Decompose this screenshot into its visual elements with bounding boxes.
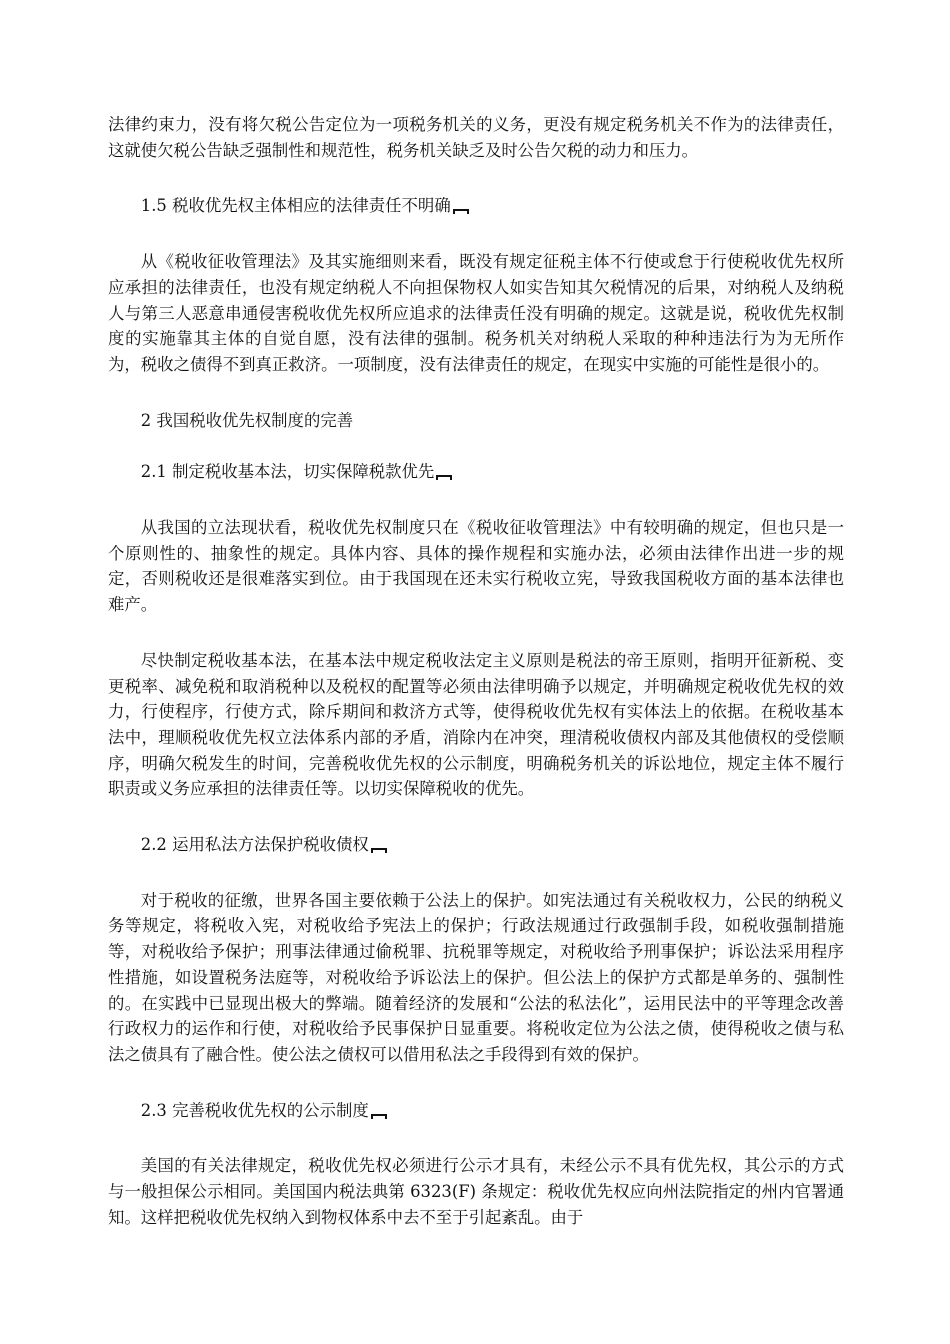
bracket-mark-icon — [371, 1114, 387, 1119]
paragraph-private-law-protection: 对于税收的征缴，世界各国主要依赖于公法上的保护。如宪法通过有关税收权力，公民的纳税义务等规定，将税收入宪，对税收给予宪法上的保护；行政法规通过行政强制手段，如税收强制措施等，对税收给予保护；刑事法律通过偷税罪、抗税罪等规定，对税收给予刑事保护；诉讼法采用程序性措施，如设置税务法庭等，对税收给予诉讼法上的保护。但公法上的保护方式都是单务的、强制性的。在实践中已显现出极大的弊端。随着经济的发展和“公法的私法化”，运用民法中的平等理念改善行政权力的运作和行使，对税收给予民事保护日显重要。将税收定位为公法之债，使得税收之债与私法之债具有了融合性。使公法之债权可以借用私法之手段得到有效的保护。 — [108, 890, 844, 1064]
heading-text: 2.1 制定税收基本法，切实保障税款优先 — [140, 462, 435, 482]
paragraph-public-notice: 美国的有关法律规定，税收优先权必须进行公示才具有，未经公示不具有优先权，其公示的方式与一般担保公示相同。美国国内税法典第 6323(F) 条规定：税收优先权应向州法院指定的州内官署通知。这样把税收优先权纳入到物权体系中去不至于引起紊乱。由于 — [108, 1156, 844, 1227]
document-page — [108, 112, 844, 1231]
paragraph-continuation: 法律约束力，没有将欠税公告定位为一项税务机关的义务，更没有规定税务机关不作为的法律责任，这就使欠税公告缺乏强制性和规范性，税务机关缺乏及时公告欠税的动力和压力。 — [108, 115, 844, 160]
paragraph-legislation-status: 从我国的立法现状看，税收优先权制度只在《税收征收管理法》中有较明确的规定，但也只是一个原则性的、抽象性的规定。具体内容、具体的操作规程和实施办法，必须由法律作出进一步的规定，否则税收还是很难落实到位。由于我国现在还未实行税收立宪，导致我国税收方面的基本法律也难产。 — [108, 518, 844, 615]
bracket-mark-icon — [453, 209, 469, 214]
heading-text: 2.3 完善税收优先权的公示制度 — [140, 1100, 369, 1120]
paragraph-legal-liability: 从《税收征收管理法》及其实施细则来看，既没有规定征税主体不行使或怠于行使税收优先权所应承担的法律责任，也没有规定纳税人不向担保物权人如实告知其欠税情况的后果，对纳税人及纳税人与第三人恶意串通侵害税收优先权所应追求的法律责任没有明确的规定。这就是说，税收优先权制度的实施靠其主体的自觉自愿，没有法律的强制。税务机关对纳税人采取的种种违法行为为无所作为，税收之债得不到真正救济。一项制度，没有法律责任的规定，在现实中实施的可能性是很小的。 — [108, 252, 844, 374]
section-heading-2: 2 我国税收优先权制度的完善 — [140, 410, 354, 430]
bracket-mark-icon — [371, 848, 387, 853]
heading-text: 1.5 税收优先权主体相应的法律责任不明确 — [140, 196, 451, 216]
paragraph-basic-tax-law: 尽快制定税收基本法，在基本法中规定税收法定主义原则是税法的帝王原则，指明开征新税、变更税率、减免税和取消税种以及税权的配置等必须由法律明确予以规定，并明确规定税收优先权的效力，行使程序，行使方式，除斥期间和救济方式等，使得税收优先权有实体法上的依据。在税收基本法中，理顺税收优先权立法体系内部的矛盾，消除内在冲突，理清税收债权内部及其他债权的受偿顺序，明确欠税发生的时间，完善税收优先权的公示制度，明确税务机关的诉讼地位，规定主体不履行职责或义务应承担的法律责任等。以切实保障税收的优先。 — [108, 650, 844, 799]
section-heading-2-3 — [108, 1098, 844, 1124]
section-heading-2-1 — [108, 459, 844, 485]
bracket-mark-icon — [436, 475, 452, 480]
section-heading-2-2 — [108, 832, 844, 858]
heading-text: 2.2 运用私法方法保护税收债权 — [140, 835, 369, 855]
section-heading-1-5 — [108, 193, 844, 219]
